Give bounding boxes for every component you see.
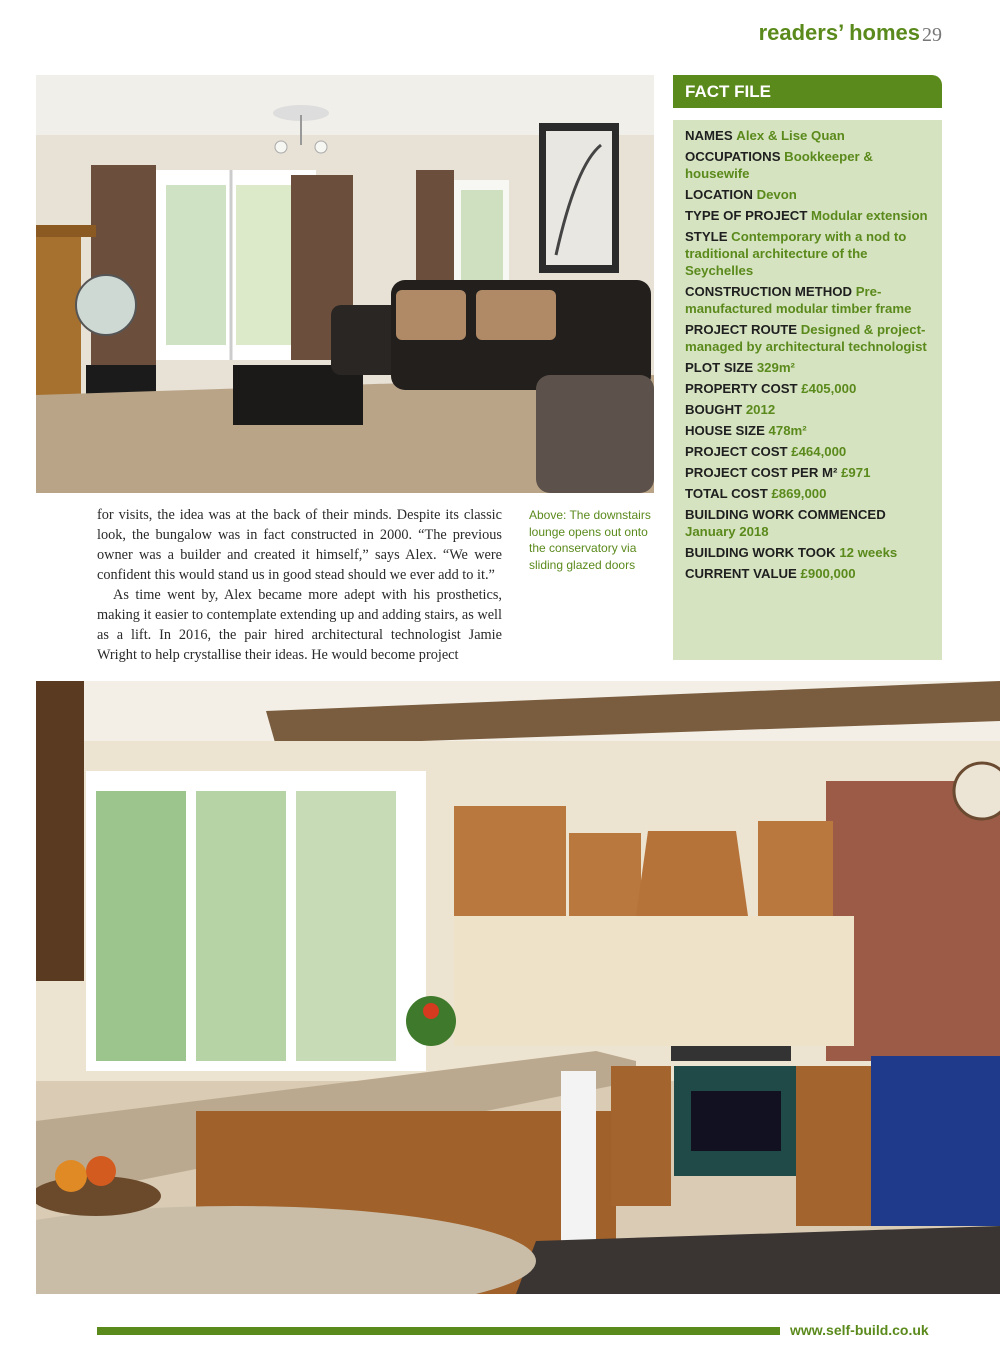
footer-bar	[97, 1327, 780, 1335]
fact-label: BOUGHT	[685, 401, 743, 417]
fact-label: BUILDING WORK COMMENCED	[685, 507, 886, 523]
fact-item	[685, 566, 935, 583]
fact-label: BUILDING WORK TOOK	[685, 545, 836, 561]
article-body	[97, 505, 502, 665]
fact-item	[685, 208, 935, 225]
fact-item	[685, 444, 935, 461]
fact-file-title: FACT FILE	[685, 82, 771, 101]
fact-item	[685, 322, 935, 356]
fact-item	[685, 381, 935, 398]
fact-value: 2012	[745, 401, 776, 417]
body-paragraph: for visits, the idea was at the back of their minds. Despite its classic look, the bungalow was in fact constructed in 2000. “The previous owner was a builder and created it himself,” says Alex. “We were confident this would stand us in good stead should we ever add to it.”	[97, 507, 502, 583]
fact-label: PROJECT COST PER M²	[685, 465, 838, 481]
fact-item	[685, 229, 935, 279]
fact-label: HOUSE SIZE	[685, 422, 765, 438]
lounge-photo	[36, 75, 654, 493]
fact-item	[685, 486, 935, 503]
fact-file-header	[673, 75, 942, 108]
fact-file-list	[685, 128, 935, 587]
fact-value: Designed & project-managed by architectural technologist	[685, 321, 927, 354]
fact-label: OCCUPATIONS	[685, 149, 781, 165]
photo-caption: Above: The downstairs lounge opens out onto the conservatory via sliding glazed doors	[529, 508, 651, 572]
fact-value: Devon	[756, 186, 797, 202]
fact-label: CONSTRUCTION METHOD	[685, 283, 853, 299]
fact-label: PLOT SIZE	[685, 359, 754, 375]
fact-label: PROJECT ROUTE	[685, 321, 798, 337]
fact-value: Contemporary with a nod to traditional architecture of the Seychelles	[685, 229, 907, 278]
fact-item	[685, 423, 935, 440]
fact-item	[685, 402, 935, 419]
fact-value: Alex & Lise Quan	[736, 128, 845, 143]
fact-item	[685, 128, 935, 145]
fact-item	[685, 149, 935, 183]
fact-label: CURRENT VALUE	[685, 566, 797, 582]
fact-value: £464,000	[791, 444, 847, 460]
fact-label: PROPERTY COST	[685, 380, 798, 396]
fact-value: Pre-manufactured modular timber frame	[685, 283, 912, 316]
fact-value: £971	[841, 465, 871, 481]
fact-item	[685, 360, 935, 377]
section-title: readers’ homes	[758, 20, 920, 45]
fact-label: STYLE	[685, 229, 728, 245]
footer-url[interactable]: www.self-build.co.uk	[790, 1322, 929, 1338]
fact-label: LOCATION	[685, 186, 753, 202]
fact-value: Modular extension	[811, 208, 928, 224]
fact-value: 329m²	[756, 359, 795, 375]
fact-label: NAMES	[685, 128, 733, 143]
fact-value: £405,000	[801, 380, 857, 396]
fact-label: TOTAL COST	[685, 486, 768, 502]
fact-value: Bookkeeper & housewife	[685, 149, 873, 181]
fact-value: January 2018	[685, 524, 769, 540]
fact-label: TYPE OF PROJECT	[685, 208, 808, 224]
fact-value: 12 weeks	[839, 545, 898, 561]
fact-item	[685, 284, 935, 318]
fact-item	[685, 187, 935, 204]
fact-item	[685, 507, 935, 541]
fact-item	[685, 465, 935, 482]
kitchen-photo	[36, 681, 1000, 1294]
fact-label: PROJECT COST	[685, 444, 788, 460]
fact-value: £900,000	[800, 566, 856, 582]
fact-value: 478m²	[768, 422, 807, 438]
fact-item	[685, 545, 935, 562]
page-number: 29	[922, 24, 942, 46]
fact-value: £869,000	[771, 486, 827, 502]
body-paragraph: As time went by, Alex became more adept with his prosthetics, making it easier to contemplate extending up and adding stairs, as well as a lift. In 2016, the pair hired architectural technologist Jamie Wright to help crystallise their ideas. He would become project	[97, 587, 502, 663]
